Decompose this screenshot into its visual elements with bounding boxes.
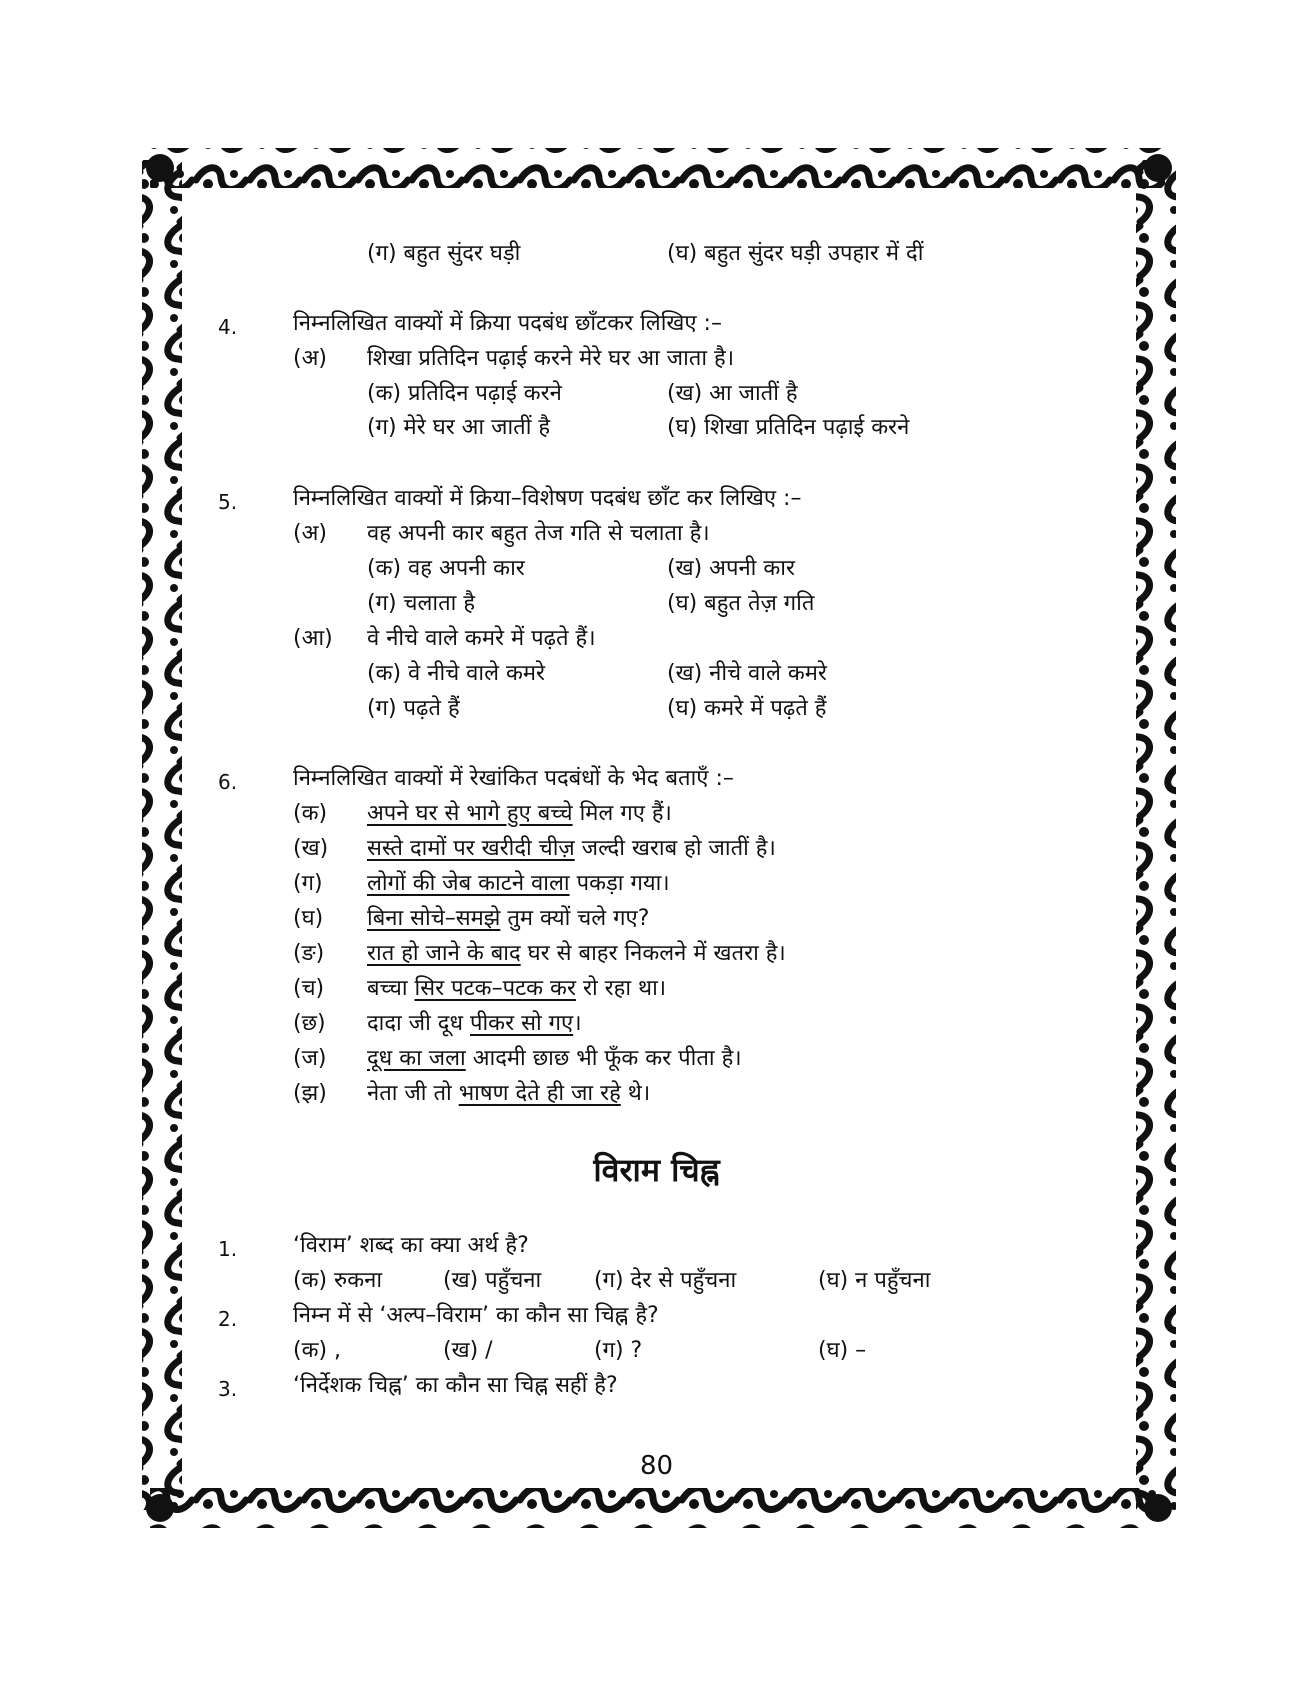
sentence-prefix: दादा जी दूध bbox=[367, 1011, 470, 1036]
option-g: (ग) पढ़ते हैं bbox=[367, 696, 460, 721]
question-prompt: निम्नलिखित वाक्यों में क्रिया–विशेषण पदबंध छाँट कर लिखिए :– bbox=[293, 486, 802, 511]
item-sentence bbox=[367, 835, 776, 863]
sentence-suffix: पकड़ा गया। bbox=[569, 871, 670, 896]
option-k: (क) , bbox=[293, 1338, 342, 1363]
option-gh: (घ) न पहुँचना bbox=[818, 1268, 931, 1293]
underlined-phrase: रात हो जाने के बाद bbox=[367, 941, 521, 966]
item-label: (ग) bbox=[293, 871, 323, 896]
item-label: (च) bbox=[293, 976, 325, 1001]
underlined-phrase: सस्ते दामों पर खरीदी चीज़ bbox=[367, 836, 575, 861]
item-label: (क) bbox=[293, 801, 328, 826]
option-kh: (ख) पहुँचना bbox=[443, 1268, 542, 1293]
option-kh: (ख) आ जातीं है bbox=[667, 381, 798, 406]
item-label: (ख) bbox=[293, 836, 329, 861]
sentence-suffix: घर से बाहर निकलने में खतरा है। bbox=[520, 941, 786, 966]
underlined-phrase: अपने घर से भागे हुए बच्चे bbox=[367, 801, 573, 826]
question-number: 6. bbox=[218, 770, 238, 794]
question-prompt: निम्नलिखित वाक्यों में रेखांकित पदबंधों के भेद बताएँ :– bbox=[293, 766, 734, 791]
question-number: 4. bbox=[218, 315, 238, 339]
option-g: (ग) देर से पहुँचना bbox=[594, 1268, 737, 1293]
underlined-phrase: दूध का जला bbox=[367, 1046, 466, 1071]
item-sentence bbox=[367, 1080, 650, 1108]
question-number: 2. bbox=[218, 1307, 238, 1331]
item-label: (ङ) bbox=[293, 941, 325, 966]
item-label: (ज) bbox=[293, 1046, 327, 1071]
option-k: (क) प्रतिदिन पढ़ाई करने bbox=[367, 381, 562, 406]
item-label: (घ) bbox=[293, 906, 324, 931]
sub-label: (अ) bbox=[293, 521, 327, 546]
option-k: (क) रुकना bbox=[293, 1268, 383, 1293]
sentence-suffix: तुम क्यों चले गए? bbox=[500, 906, 650, 931]
underlined-phrase: भाषण देते ही जा रहे bbox=[458, 1081, 621, 1106]
item-sentence bbox=[367, 800, 672, 828]
sub-label: (अ) bbox=[293, 346, 327, 371]
item-sentence bbox=[367, 870, 670, 898]
option-gh: (घ) बहुत तेज़ गति bbox=[667, 591, 815, 616]
question-text: निम्न में से ‘अल्प–विराम’ का कौन सा चिह्न है? bbox=[293, 1303, 659, 1328]
item-sentence bbox=[367, 940, 786, 968]
sentence-suffix: जल्दी खराब हो जातीं है। bbox=[574, 836, 776, 861]
section-title: विराम चिह्न bbox=[593, 1151, 720, 1189]
option-gh: (घ) शिखा प्रतिदिन पढ़ाई करने bbox=[667, 415, 910, 440]
item-sentence bbox=[367, 1010, 582, 1038]
question-text: ‘विराम’ शब्द का क्या अर्थ है? bbox=[293, 1233, 529, 1258]
sentence-suffix: । bbox=[573, 1011, 582, 1036]
item-sentence bbox=[367, 1045, 742, 1073]
question-number: 5. bbox=[218, 490, 238, 514]
item-label: (छ) bbox=[293, 1011, 326, 1036]
question-number: 1. bbox=[218, 1237, 238, 1261]
page-number: 80 bbox=[639, 1451, 674, 1481]
option-k: (क) वह अपनी कार bbox=[367, 556, 525, 581]
underlined-phrase: सिर पटक–पटक कर bbox=[414, 976, 576, 1001]
sentence-suffix: थे। bbox=[620, 1081, 651, 1106]
option-g: (ग) चलाता है bbox=[367, 591, 476, 616]
sub-sentence: वह अपनी कार बहुत तेज गति से चलाता है। bbox=[367, 521, 710, 546]
sentence-suffix: आदमी छाछ भी फूँक कर पीता है। bbox=[465, 1046, 742, 1071]
sentence-prefix: बच्चा bbox=[367, 976, 415, 1001]
option-kh: (ख) अपनी कार bbox=[667, 556, 795, 581]
option-g: (ग) बहुत सुंदर घड़ी bbox=[367, 241, 521, 266]
sentence-suffix: रो रहा था। bbox=[575, 976, 667, 1001]
sub-label: (आ) bbox=[293, 626, 333, 651]
option-k: (क) वे नीचे वाले कमरे bbox=[367, 661, 546, 686]
sentence-suffix: मिल गए हैं। bbox=[572, 801, 672, 826]
item-sentence bbox=[367, 905, 649, 933]
sentence-prefix: नेता जी तो bbox=[367, 1081, 459, 1106]
item-label: (झ) bbox=[293, 1081, 327, 1106]
question-number: 3. bbox=[218, 1377, 238, 1401]
sub-sentence: शिखा प्रतिदिन पढ़ाई करने मेरे घर आ जाता है। bbox=[367, 346, 735, 371]
sub-sentence: वे नीचे वाले कमरे में पढ़ते हैं। bbox=[367, 626, 596, 651]
option-gh: (घ) कमरे में पढ़ते हैं bbox=[667, 696, 827, 721]
item-sentence bbox=[367, 975, 666, 1003]
question-text: ‘निर्देशक चिह्न’ का कौन सा चिह्न सहीं है? bbox=[293, 1373, 618, 1398]
option-kh: (ख) नीचे वाले कमरे bbox=[667, 661, 827, 686]
option-gh: (घ) – bbox=[818, 1338, 867, 1363]
option-kh: (ख) / bbox=[443, 1338, 493, 1363]
option-g: (ग) ? bbox=[594, 1338, 643, 1363]
underlined-phrase: लोगों की जेब काटने वाला bbox=[367, 871, 570, 896]
underlined-phrase: बिना सोचे–समझे bbox=[367, 906, 501, 931]
option-gh: (घ) बहुत सुंदर घड़ी उपहार में दीं bbox=[667, 241, 924, 266]
question-prompt: निम्नलिखित वाक्यों में क्रिया पदबंध छाँटकर लिखिए :– bbox=[293, 311, 722, 336]
option-g: (ग) मेरे घर आ जातीं है bbox=[367, 415, 551, 440]
underlined-phrase: पीकर सो गए bbox=[469, 1011, 574, 1036]
